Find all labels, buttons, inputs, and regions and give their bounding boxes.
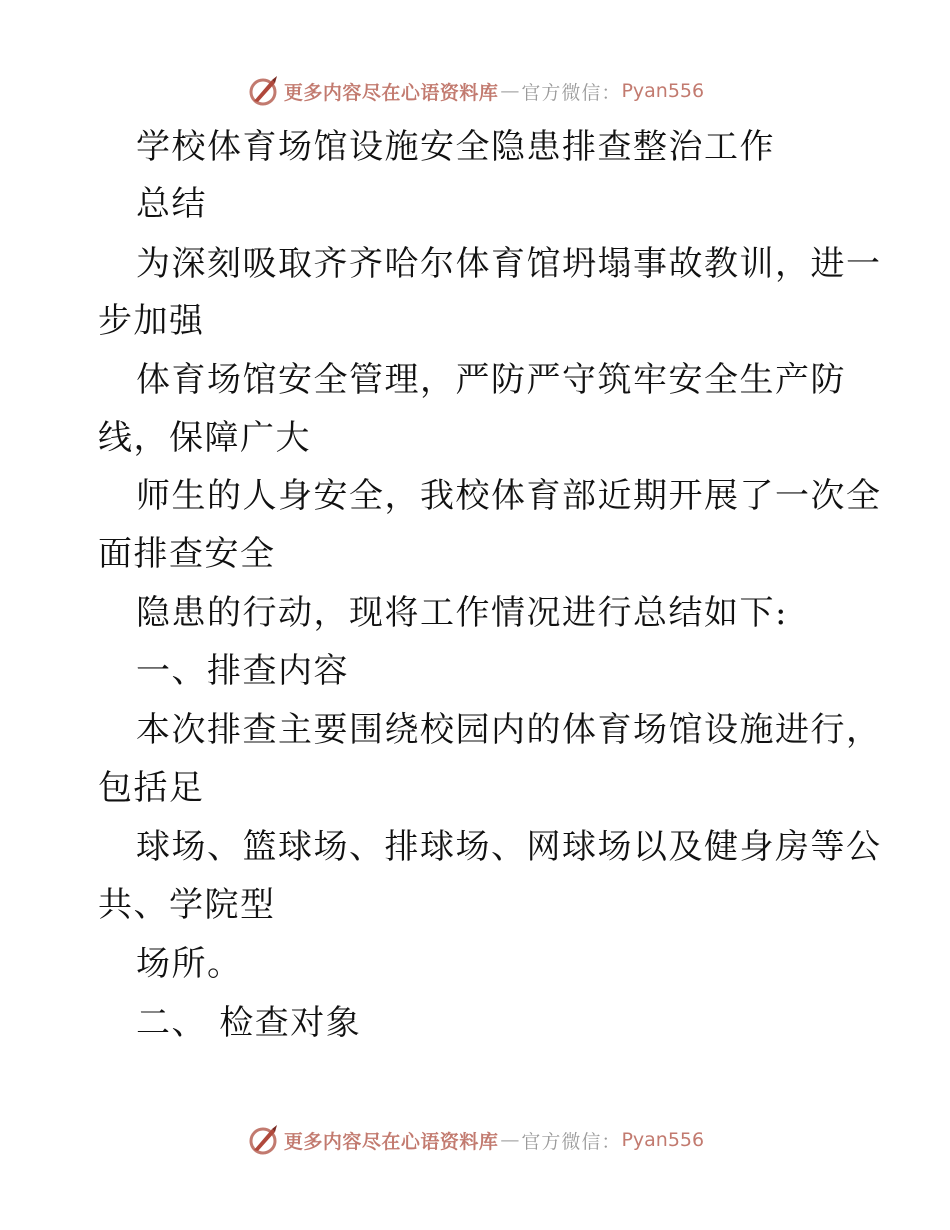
section-heading-1: 一、排查内容 xyxy=(136,651,349,691)
paragraph-6-line-1: 球场、篮球场、排球场、网球场以及健身房等公 xyxy=(136,827,882,867)
paragraph-3-line-1: 师生的人身安全，我校体育部近期开展了一次全 xyxy=(136,476,882,516)
footer-watermark xyxy=(0,1120,950,1160)
header-watermark xyxy=(0,71,950,111)
paragraph-2-line-2: 线，保障广大 xyxy=(98,418,311,458)
quill-seal-icon xyxy=(246,1123,280,1157)
paragraph-2-line-1: 体育场馆安全管理，严防严守筑牢安全生产防 xyxy=(136,360,846,400)
paragraph-7-line-1: 场所。 xyxy=(136,944,243,984)
paragraph-5-line-1: 本次排查主要围绕校园内的体育场馆设施进行， xyxy=(136,710,882,750)
watermark-brand: 更多内容尽在心语资料库 xyxy=(283,81,499,104)
watermark-official-label: 官方微信： xyxy=(521,81,622,104)
paragraph-4-line-1: 隐患的行动，现将工作情况进行总结如下: xyxy=(136,593,788,633)
paragraph-1-line-1: 为深刻吸取齐齐哈尔体育馆坍塌事故教训，进一 xyxy=(136,244,882,284)
watermark-dash: — xyxy=(500,1129,520,1151)
watermark-official-label: 官方微信： xyxy=(521,1130,622,1153)
paragraph-3-line-2: 面排查安全 xyxy=(98,534,276,574)
watermark-wechat-id: Pyan556 xyxy=(621,1129,705,1151)
section-heading-2: 二、 检查对象 xyxy=(136,1003,362,1043)
watermark-dash: — xyxy=(500,80,520,102)
watermark-brand: 更多内容尽在心语资料库 xyxy=(283,1130,499,1153)
paragraph-5-line-2: 包括足 xyxy=(98,768,205,808)
document-title-line-1: 学校体育场馆设施安全隐患排查整治工作 xyxy=(136,127,775,167)
document-title-line-2: 总结 xyxy=(136,184,207,224)
watermark-wechat-id: Pyan556 xyxy=(621,80,705,102)
paragraph-1-line-2: 步加强 xyxy=(98,301,205,341)
paragraph-6-line-2: 共、学院型 xyxy=(98,885,276,925)
quill-seal-icon xyxy=(246,74,280,108)
